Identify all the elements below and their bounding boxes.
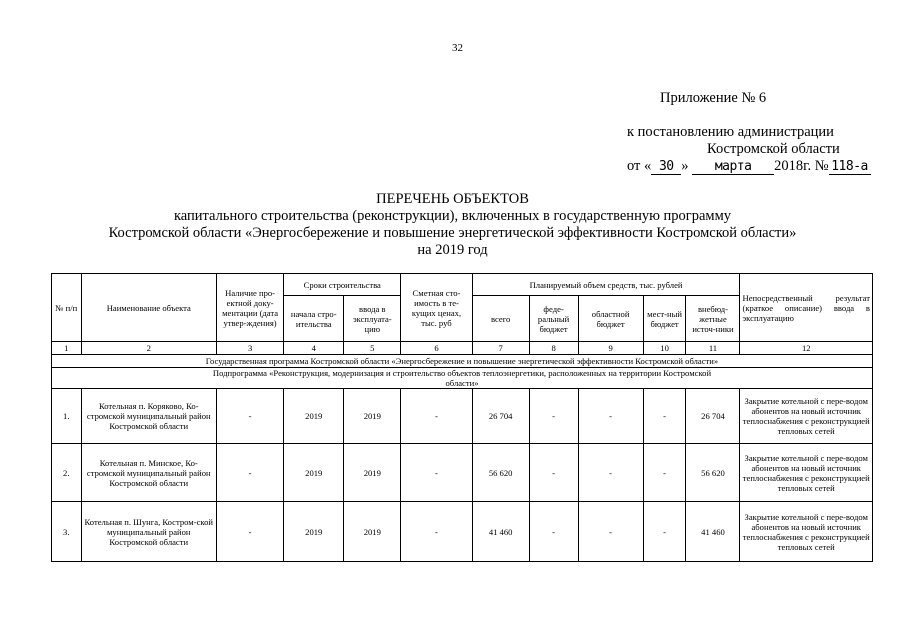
- row-name: Котельная п. Коряково, Ко-стромской муниципальный район Костромской области: [81, 389, 216, 444]
- row-estimate: -: [401, 502, 472, 562]
- col-number: 4: [284, 342, 344, 355]
- row-total: 26 704: [472, 389, 529, 444]
- heading-line-2: капитального строительства (реконструкции), включенных в государственную программу: [173, 208, 732, 224]
- row-local: -: [643, 389, 686, 444]
- subprogram-row: [52, 368, 873, 389]
- row-estimate: -: [401, 389, 472, 444]
- row-regional: -: [578, 444, 643, 502]
- row-start: 2019: [284, 389, 344, 444]
- row-local: -: [643, 502, 686, 562]
- col-number: 1: [52, 342, 82, 355]
- date-prefix: от «: [627, 158, 652, 174]
- decree-number: 118-а: [829, 160, 871, 175]
- row-result: Закрытие котельной с пере-водом абонентов на новый источник теплоснабжения с реконструкцией тепловых сетей: [740, 389, 873, 444]
- col-number: 9: [578, 342, 643, 355]
- row-total: 56 620: [472, 444, 529, 502]
- col-number: 3: [216, 342, 283, 355]
- appendix-title: Приложение № 6: [660, 90, 767, 106]
- header-local: мест-ный бюджет: [643, 296, 686, 342]
- col-number: 11: [686, 342, 740, 355]
- col-number: 6: [401, 342, 472, 355]
- col-number: 2: [81, 342, 216, 355]
- col-number: 10: [643, 342, 686, 355]
- row-num: 3.: [52, 502, 82, 562]
- row-regional: -: [578, 389, 643, 444]
- row-docs: -: [216, 502, 283, 562]
- row-name: Котельная п. Минское, Ко-стромской муниципальный район Костромской области: [81, 444, 216, 502]
- program-row: [52, 355, 873, 368]
- header-num: № п/п: [52, 274, 82, 342]
- row-docs: -: [216, 389, 283, 444]
- col-number: 8: [529, 342, 578, 355]
- row-result: Закрытие котельной с пере-водом абонентов на новый источник теплоснабжения с реконструкцией тепловых сетей: [740, 502, 873, 562]
- row-federal: -: [529, 389, 578, 444]
- row-start: 2019: [284, 444, 344, 502]
- row-num: 1.: [52, 389, 82, 444]
- heading-title: ПЕРЕЧЕНЬ ОБЪЕКТОВ: [376, 191, 529, 207]
- subprogram-title: Подпрограмма «Реконструкция, модернизация и строительство объектов теплоэнергетики, расположенных на территории Костромской области»: [52, 368, 873, 389]
- row-local: -: [643, 444, 686, 502]
- row-result: Закрытие котельной с пере-водом абонентов на новый источник теплоснабжения с реконструкцией тепловых сетей: [740, 444, 873, 502]
- header-extra: внебюд-жетные источ-ники: [686, 296, 740, 342]
- row-federal: -: [529, 444, 578, 502]
- header-start: начала стро-ительства: [284, 296, 344, 342]
- row-commission: 2019: [344, 444, 401, 502]
- header-planned: Планируемый объем средств, тыс. рублей: [472, 274, 740, 296]
- row-extra: 56 620: [686, 444, 740, 502]
- date-year-text: 2018г. №: [774, 158, 829, 174]
- date-month: марта: [692, 160, 774, 175]
- header-terms: Сроки строительства: [284, 274, 401, 296]
- row-docs: -: [216, 444, 283, 502]
- date-day: 30: [651, 160, 681, 175]
- appendix-date-line: [627, 158, 871, 175]
- table-row: [52, 389, 873, 444]
- header-estimate: Сметная сто-имость в те-кущих ценах, тыс. руб: [401, 274, 472, 342]
- heading-line-4: на 2019 год: [417, 242, 488, 258]
- program-title: Государственная программа Костромской области «Энергосбережение и повышение энергетической эффективности Костромской области»: [52, 355, 873, 368]
- header-result: Непосредственный результат (краткое описание) ввода в эксплуатацию: [740, 274, 873, 342]
- header-regional: областной бюджет: [578, 296, 643, 342]
- heading-line-3: Костромской области «Энергосбережение и повышение энергетической эффективности Костромской области»: [108, 225, 797, 241]
- row-num: 2.: [52, 444, 82, 502]
- header-total: всего: [472, 296, 529, 342]
- row-commission: 2019: [344, 502, 401, 562]
- row-name: Котельная п. Шунга, Костром-ской муниципальный район Костромской области: [81, 502, 216, 562]
- appendix-line-region: Костромской области: [707, 141, 840, 157]
- row-commission: 2019: [344, 389, 401, 444]
- row-start: 2019: [284, 502, 344, 562]
- objects-table: [51, 273, 873, 562]
- row-extra: 26 704: [686, 389, 740, 444]
- col-number: 12: [740, 342, 873, 355]
- row-regional: -: [578, 502, 643, 562]
- header-name: Наименование объекта: [81, 274, 216, 342]
- table-row: [52, 444, 873, 502]
- header-federal: феде-ральный бюджет: [529, 296, 578, 342]
- row-estimate: -: [401, 444, 472, 502]
- appendix-line-decree: к постановлению администрации: [627, 124, 834, 140]
- table-row: [52, 502, 873, 562]
- column-numbers-row: [52, 342, 873, 355]
- date-day-suffix: »: [681, 158, 689, 174]
- header-docs: Наличие про-ектной доку-ментации (дата утвер-ждения): [216, 274, 283, 342]
- page-number: 32: [452, 42, 463, 54]
- row-federal: -: [529, 502, 578, 562]
- header-row-1: [52, 274, 873, 296]
- header-commission: ввода в эксплуата-цию: [344, 296, 401, 342]
- row-total: 41 460: [472, 502, 529, 562]
- col-number: 7: [472, 342, 529, 355]
- col-number: 5: [344, 342, 401, 355]
- row-extra: 41 460: [686, 502, 740, 562]
